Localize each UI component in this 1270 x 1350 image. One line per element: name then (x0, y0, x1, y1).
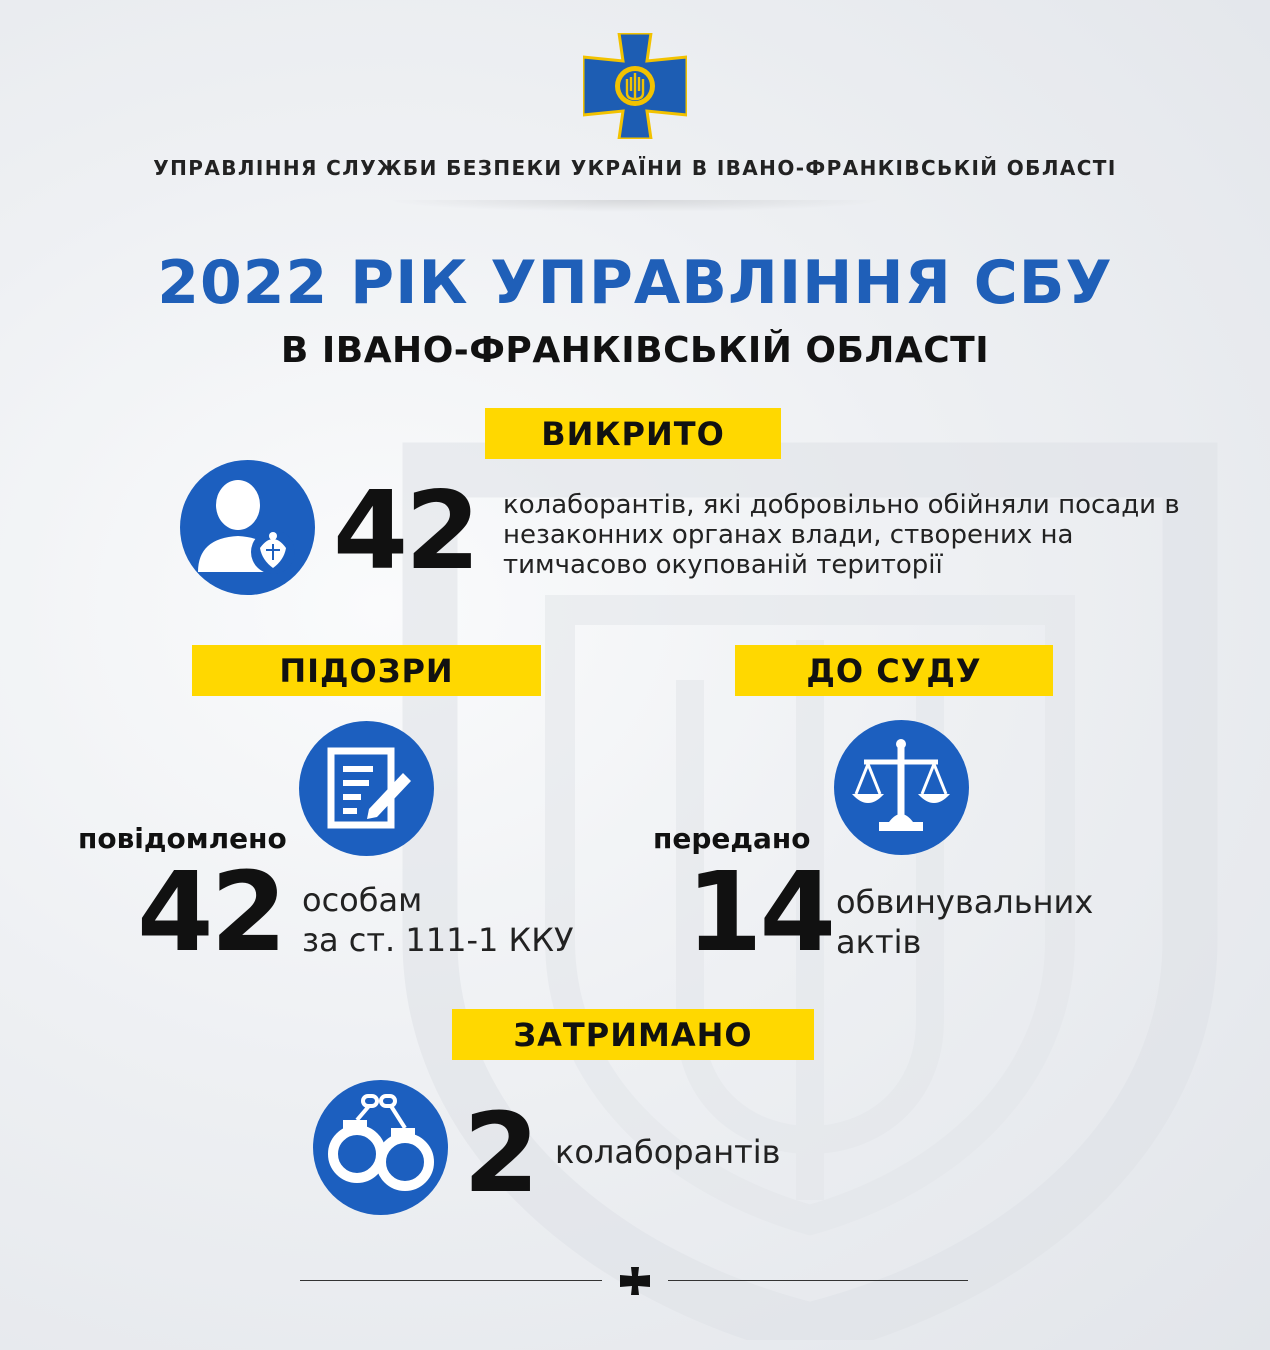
detained-number: 2 (463, 1089, 537, 1217)
detained-label: ЗАТРИМАНО (452, 1009, 814, 1060)
header-divider (385, 200, 885, 212)
suspicions-number: 42 (137, 848, 285, 976)
sbu-emblem-icon (583, 33, 687, 139)
agency-name: УПРАВЛІННЯ СЛУЖБИ БЕЗПЕКИ УКРАЇНИ В ІВАНО-ФРАНКІВСЬКІЙ ОБЛАСТІ (153, 156, 1117, 180)
exposed-label: ВИКРИТО (485, 408, 781, 459)
page-subtitle: В ІВАНО-ФРАНКІВСЬКІЙ ОБЛАСТІ (280, 330, 990, 371)
scales-icon (834, 720, 969, 855)
suspicions-label: ПІДОЗРИ (192, 645, 541, 696)
collaborator-icon (180, 460, 315, 595)
exposed-number: 42 (333, 469, 478, 594)
suspicions-line1: особам (302, 881, 423, 919)
court-number: 14 (686, 848, 834, 976)
court-label: ДО СУДУ (735, 645, 1053, 696)
footer-rule-left (300, 1280, 602, 1281)
suspicions-prefix: повідомлено (78, 822, 287, 855)
court-line2: актів (836, 923, 922, 961)
cross-icon (620, 1267, 650, 1295)
suspicions-line2: за ст. 111-1 ККУ (302, 921, 574, 959)
handcuffs-icon (313, 1080, 448, 1215)
exposed-description: колаборантів, які добровільно обійняли посади в незаконних органах влади, створених на тимчасово окупованій території (503, 490, 1180, 580)
footer-rule-right (668, 1280, 968, 1281)
court-line1: обвинувальних (836, 883, 1094, 921)
document-icon (299, 721, 434, 856)
detained-description: колаборантів (555, 1133, 781, 1171)
court-prefix: передано (653, 822, 811, 855)
page-title: 2022 РІК УПРАВЛІННЯ СБУ (157, 248, 1113, 318)
